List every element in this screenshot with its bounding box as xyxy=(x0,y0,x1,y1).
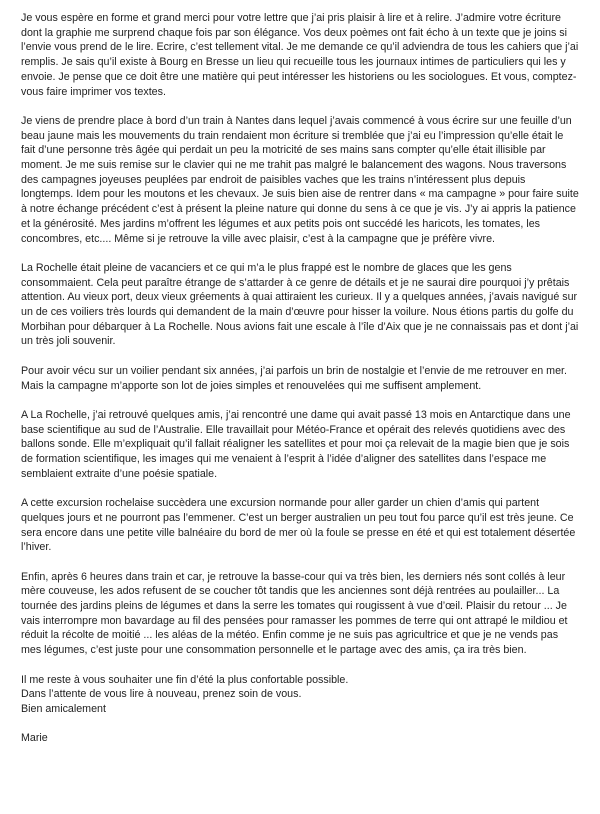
closing-line-regards: Bien amicalement xyxy=(21,702,106,715)
letter-paragraph-1: Je vous espère en forme et grand merci pour votre lettre que j’ai pris plaisir à lire et à relire. J’admire votre écriture dont la graphie me surprend chaque fois par son élégance. Vos deux poèmes ont fait écho à un texte que je joins si l’envie vous prend de le lire. Ecrire, c’est tellement vital. Je me demande ce qu’il adviendra de tous les cahiers que j’ai remplis. Je sais qu’il existe à Bourg en Bresse un lieu qui recueille tous les journaux intimes de particuliers qui les y envoie. Je pense que ce doit être une matière qui peut intéresser les historiens ou les sociologues. Et vous, comptez-vous faire imprimer vos textes. xyxy=(21,12,579,98)
letter-paragraph-5: A La Rochelle, j’ai retrouvé quelques amis, j’ai rencontré une dame qui avait passé 13 mois en Antarctique dans une base scientifique au sud de l’Australie. Elle travaillait pour Météo-France et opérait des relevés quotidiens avec des ballons sonde. Elle m’expliquait qu’il fallait réaligner les satellites et pour moi ça relevait de la magie bien que je sois de formation scientifique, les images qui me venaient à l’esprit à l’idée d’aligner des satellites dans l’espace me semblaient extraite d’une poésie spatiale. xyxy=(21,408,571,480)
letter-paragraph-3: La Rochelle était pleine de vacanciers et ce qui m’a le plus frappé est le nombre de glaces que les gens consommaient. Cela peut paraître étrange de s’attarder à ce genre de détails et je ne saurai dire pourquoi j’y prêtais attention. Au vieux port, deux vieux gréements à quai attiraient les curieux. Il y a quelques années, j’avais navigué sur un de ces voiliers très lourds qui demandent de la main d’œuvre pour hisser la voilure. Nous étions partis du golfe du Morbihan pour débarquer à La Rochelle. Nous avions fait une escale à l’île d’Aix que je ne connaissais pas et dont j’ai un très joli souvenir. xyxy=(21,261,579,348)
letter-paragraph-6: A cette excursion rochelaise succèdera une excursion normande pour aller garder un chien d’amis qui partent quelques jours et ne pourront pas l’emmener. C’est un berger australien un peu tout fou parce qu’il est très jeune. Ce sera encore dans une petite ville balnéaire du bord de mer où la foule se presse en été et qui est totalement désertée l’hiver. xyxy=(21,497,576,554)
letter-closing xyxy=(21,673,580,717)
closing-line-await: Dans l’attente de vous lire à nouveau, prenez soin de vous. xyxy=(21,688,302,701)
letter-paragraph-4: Pour avoir vécu sur un voilier pendant six années, j’ai parfois un brin de nostalgie et l’envie de me retrouver en mer. Mais la campagne m’apporte son lot de joies simples et renouvelées qui me suffisent amplement. xyxy=(21,364,567,392)
letter-paragraph-2: Je viens de prendre place à bord d’un train à Nantes dans lequel j’avais commencé à vous écrire sur une feuille d’un beau jaune mais les mouvements du train rendaient mon écriture si tremblée que j’ai eu l’impression qu’elle était le fait d’une personne très âgée qui perdait un peu la motricité de ses mains sans compter qu’elle était illisible par moment. Je me suis remise sur le clavier qui ne me trahit pas malgré le balancement des wagons. Nous traversons des campagnes joyeuses peuplées par endroit de paisibles vaches que les trains n’intéressent plus depuis longtemps. Idem pour les moutons et les chevaux. Je suis bien aise de rentrer dans « ma campagne » pour faire suite à notre échange précédent c’est à présent la pleine nature qui donne du sens à ce que je vis. J’y ai appris la patience et la générosité. Mes jardins m’offrent les légumes et aux petits pois ont succédé les haricots, les tomates, les concombres, etc.... Même si je retrouve la ville avec plaisir, c’est à la campagne que je préfère vivre. xyxy=(21,114,579,245)
signature: Marie xyxy=(21,732,48,745)
letter-paragraph-7: Enfin, après 6 heures dans train et car, je retrouve la basse-cour qui va très bien, les derniers nés sont collés à leur mère couveuse, les ados refusent de se coucher tôt tandis que les anciennes sont déjà rentrées au poulailler... La tournée des jardins pleins de légumes et dans la serre les tomates qui rougissent à vue d’œil. Plaisir du retour ... Je vais interrompre mon bavardage au fil des pensées pour ramasser les pommes de terre qui ont attrapé le mildiou et réduit la récolte de moitié ... les aléas de la météo. Enfin comme je ne suis pas agricultrice et que je ne vends pas mes légumes, c’est juste pour une consommation personnelle et le partage avec des amis, ça ira très bien. xyxy=(21,570,568,657)
closing-line-wishes: Il me reste à vous souhaiter une fin d’été la plus confortable possible. xyxy=(21,673,349,686)
